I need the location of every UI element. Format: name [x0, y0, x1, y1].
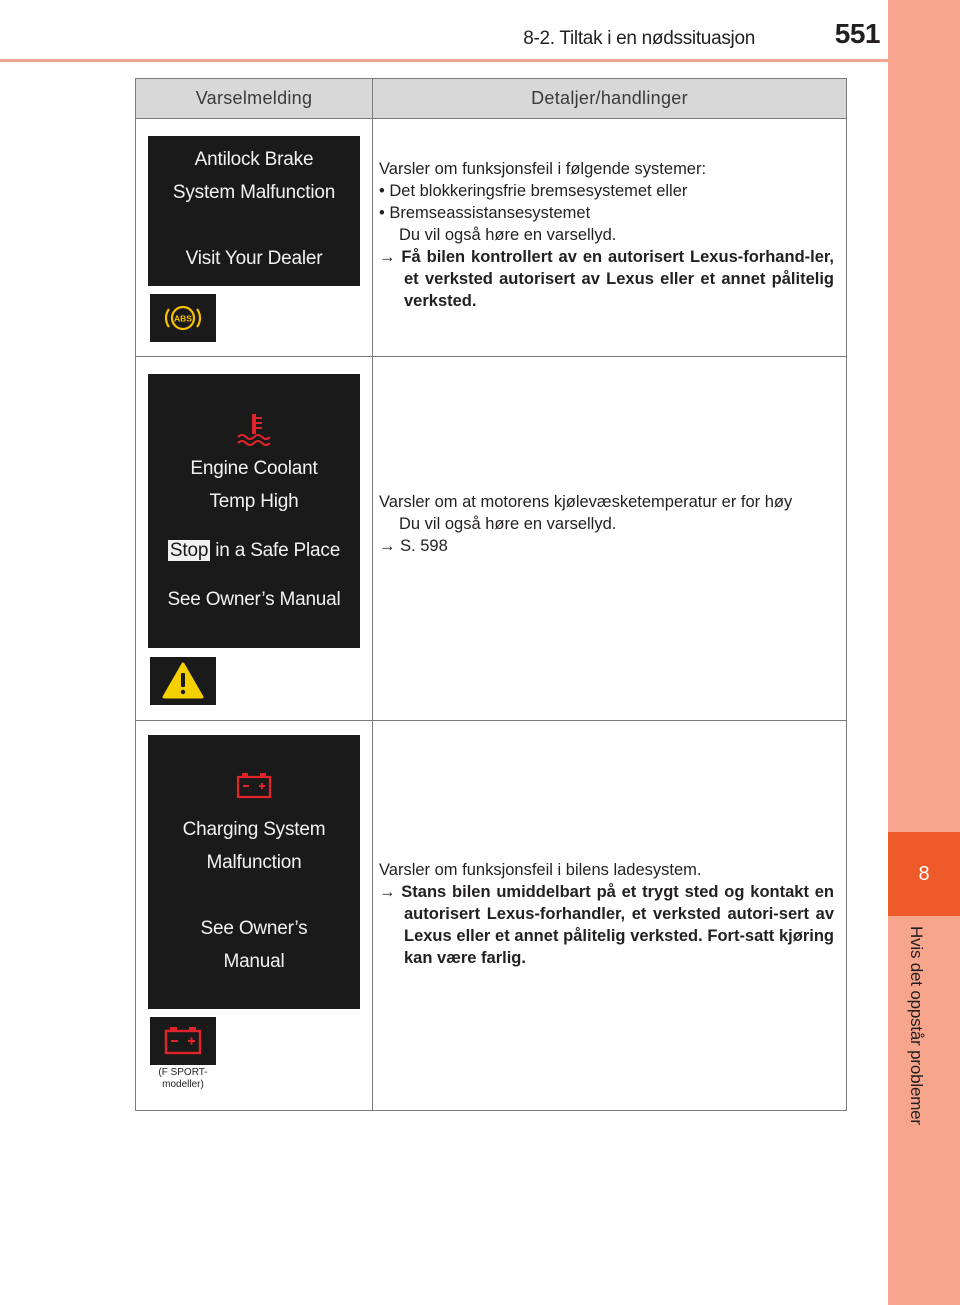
display-line: See Owner’s Manual: [167, 589, 341, 610]
row-divider: [136, 356, 846, 357]
detail-sound: Du vil også høre en varsellyd.: [399, 226, 617, 244]
display-line: Temp High: [209, 491, 299, 512]
indicator-caption: (F SPORT-modeller): [158, 1067, 208, 1090]
battery-warning-icon: [150, 1017, 216, 1065]
battery-indicator: [150, 1017, 216, 1065]
display-panel-charging: [148, 735, 360, 1009]
display-line: Engine Coolant: [190, 458, 318, 479]
chapter-title: Hvis det oppstår problemer: [907, 926, 926, 1125]
display-line: Malfunction: [206, 852, 302, 873]
master-warning-triangle-icon: [150, 657, 216, 705]
detail-action-link[interactable]: → S. 598: [379, 537, 448, 555]
header-rule: [0, 59, 888, 62]
display-line-stop: [148, 540, 360, 562]
section-title: 8-2. Tiltak i en nødssituasjon: [523, 28, 755, 49]
battery-icon: [236, 771, 272, 799]
detail-sound: Du vil også høre en varsellyd.: [399, 515, 617, 533]
detail-action: → Få bilen kontrollert av en autorisert Lexus-forhand-ler, et verksted autorisert av Lexus eller et annet pålitelig verksted.: [379, 248, 834, 310]
detail-intro: Varsler om at motorens kjølevæsketemperatur er for høy: [379, 493, 793, 511]
display-line-rest: in a Safe Place: [210, 540, 341, 561]
row-divider: [136, 720, 846, 721]
row-details-coolant: [379, 491, 834, 557]
display-line: Antilock Brake: [194, 149, 314, 170]
column-header-details: Detaljer/handlinger: [531, 88, 688, 108]
detail-action: → Stans bilen umiddelbart på et trygt sted og kontakt en autorisert Lexus-forhandler, et verksted autori-sert av Lexus eller et annet pålitelig verksted. Fort-satt kjøring kan være farlig.: [379, 883, 834, 967]
abs-warning-icon: [150, 294, 216, 342]
coolant-temperature-icon: [234, 412, 274, 446]
display-panel-coolant: [148, 374, 360, 648]
display-panel-abs: [148, 136, 360, 286]
detail-bullet: • Det blokkeringsfrie bremsesystemet eller: [379, 182, 688, 200]
column-divider: [372, 79, 373, 1110]
abs-indicator: [150, 294, 216, 342]
table-header: [136, 79, 846, 119]
display-line: See Owner’s: [200, 918, 308, 939]
display-line: Charging System: [182, 819, 326, 840]
row-details-abs: [379, 158, 834, 312]
row-details-charging: [379, 859, 834, 969]
master-warning-indicator: [150, 657, 216, 705]
column-header-message: Varselmelding: [195, 88, 313, 108]
detail-intro: Varsler om funksjonsfeil i følgende systemer:: [379, 160, 707, 178]
display-line: Visit Your Dealer: [185, 248, 323, 269]
stop-highlight: Stop: [169, 540, 209, 561]
display-line: System Malfunction: [172, 182, 336, 203]
svg-text:ABS: ABS: [174, 313, 192, 324]
display-line: Manual: [223, 951, 285, 972]
warning-message-table: [135, 78, 847, 1111]
detail-intro: Varsler om funksjonsfeil i bilens ladesystem.: [379, 861, 702, 879]
chapter-number-tab: 8: [888, 832, 960, 916]
page-number: 551: [834, 18, 880, 49]
detail-bullet: • Bremseassistansesystemet: [379, 204, 591, 222]
